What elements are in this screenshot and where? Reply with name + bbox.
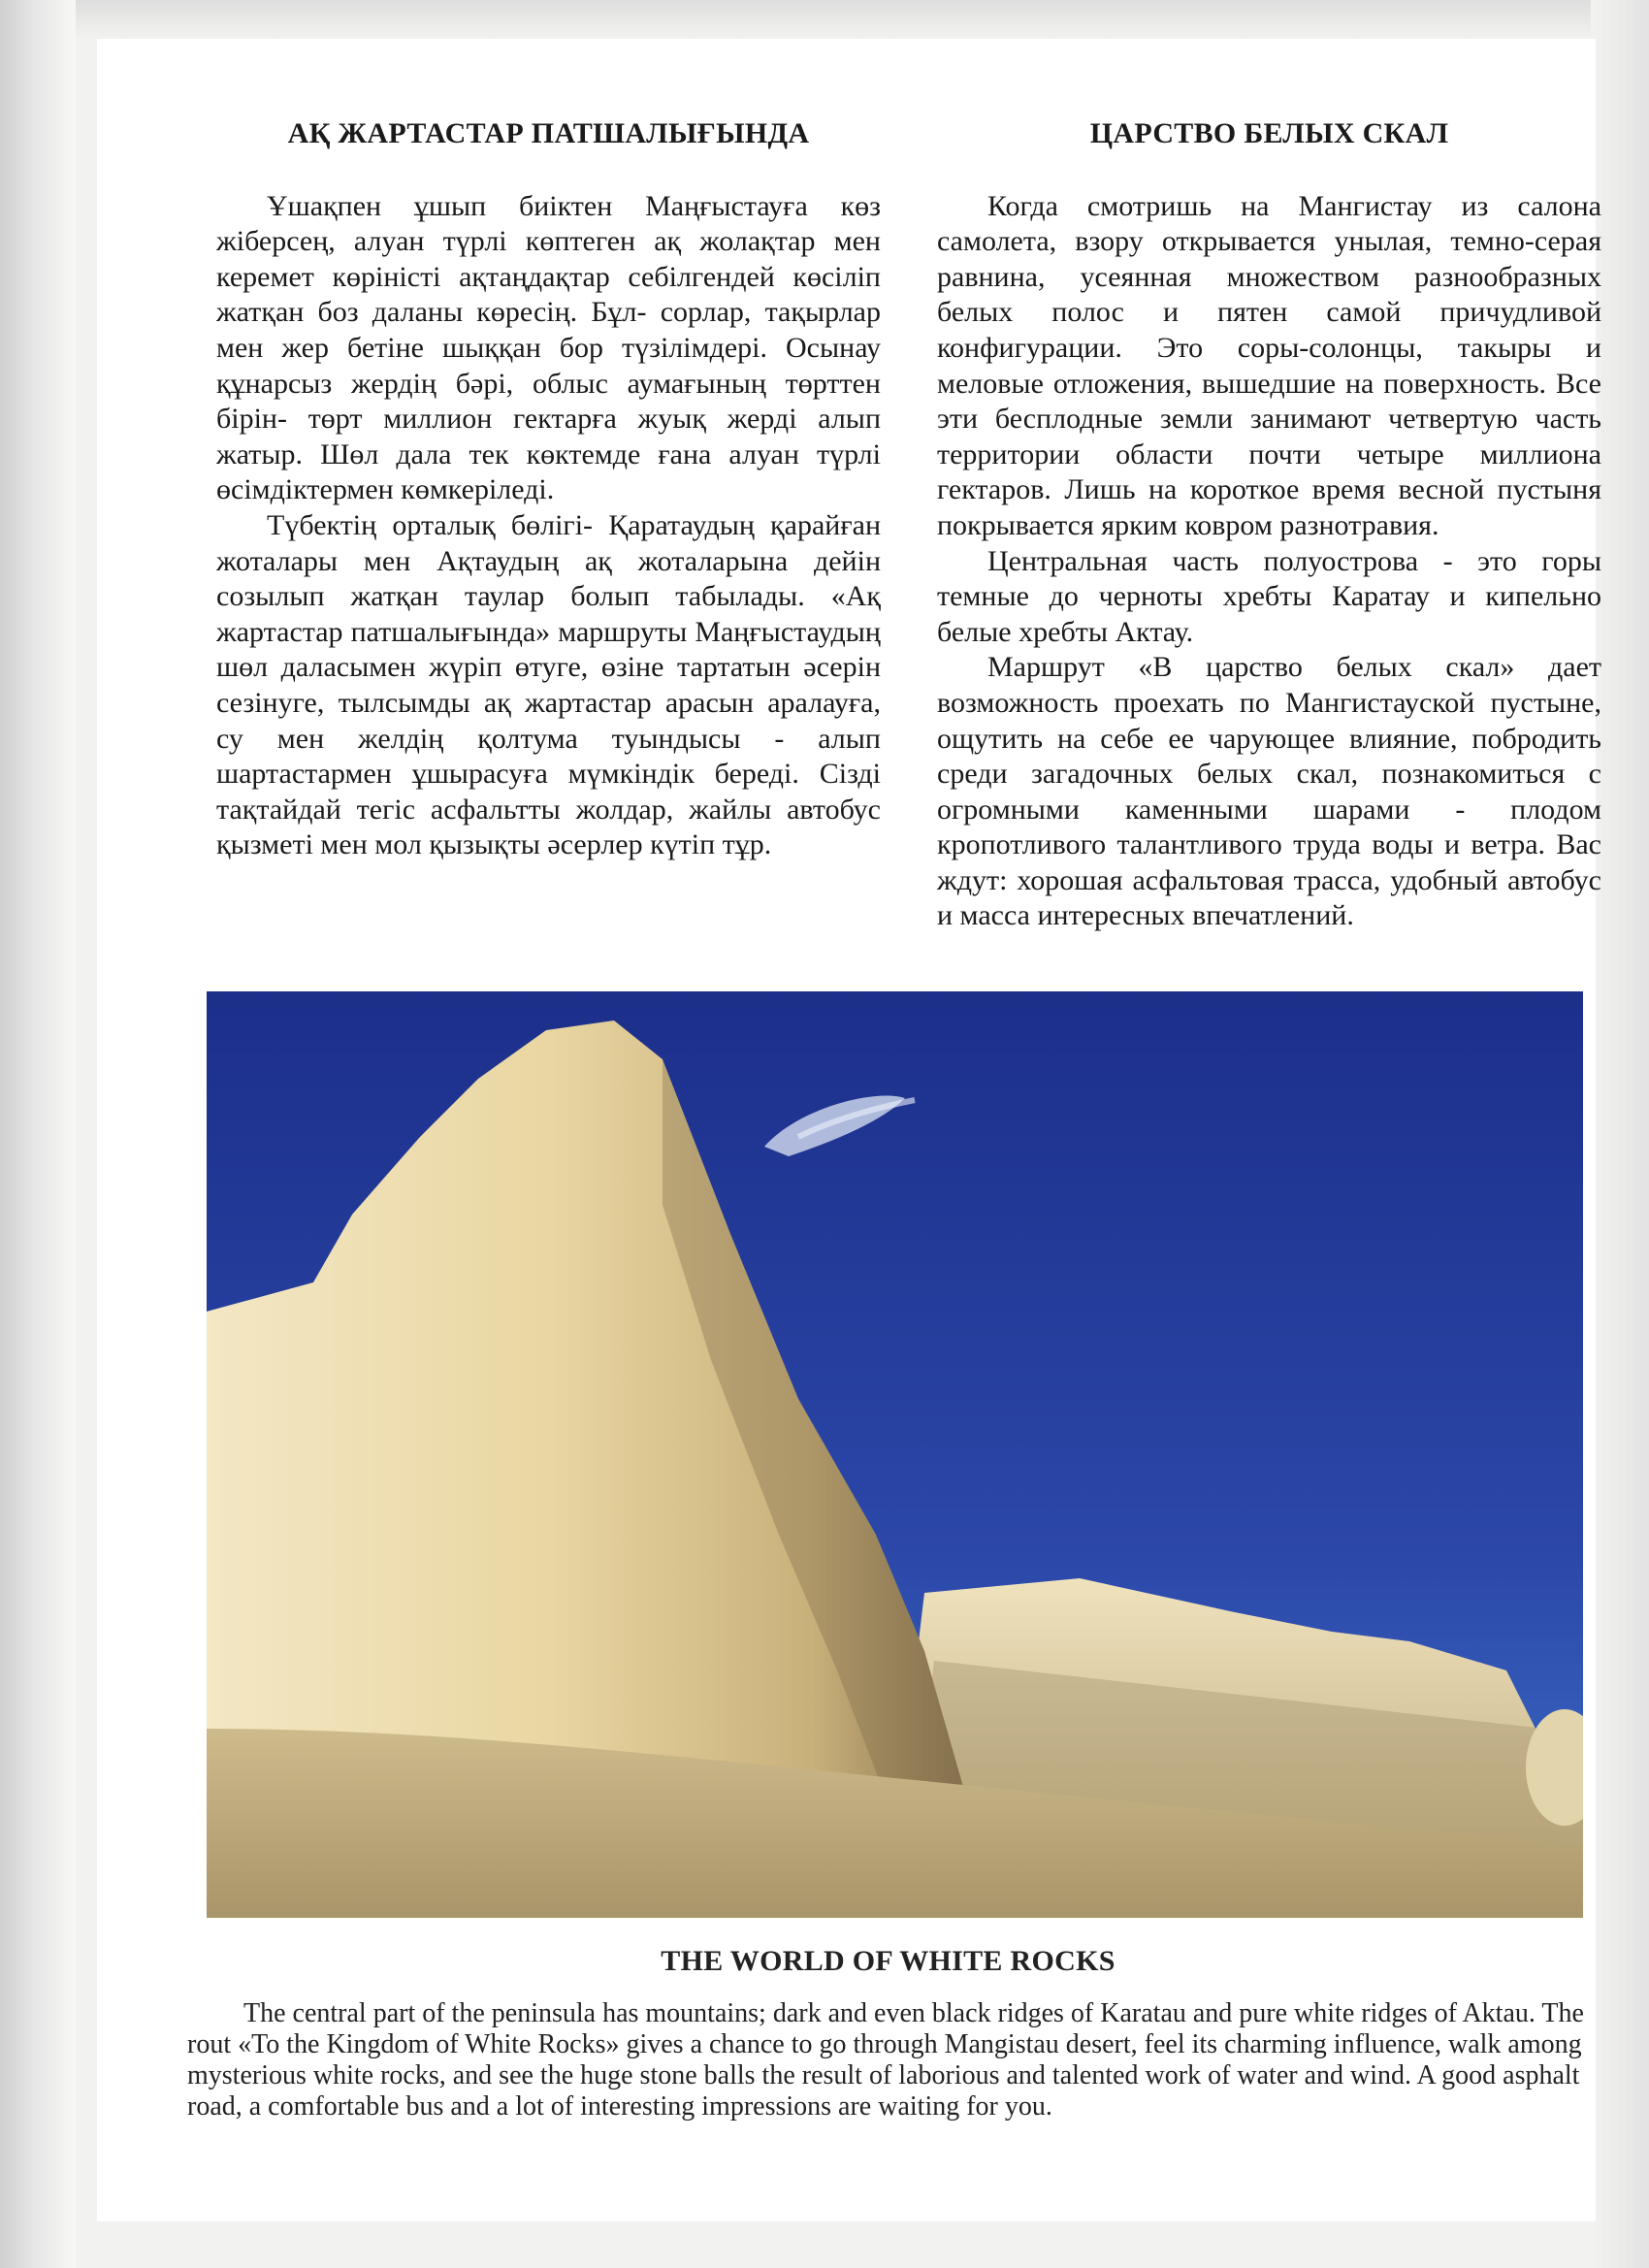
white-rocks-illustration — [207, 991, 1583, 1918]
english-section — [187, 1946, 1589, 2122]
russian-paragraph: Когда смотришь на Мангистау из салона самолета, взору открывается унылая, темно-серая равнина, усеянная множеством разнообразных белых полос и пятен самой причудливой конфигурации. Это соры-солонцы, такыры и меловые отложения, вышедшие на поверхность. Все эти бесплодные земли занимают четвертую часть территории области почти четыре миллиона гектаров. Лишь на короткое время весной пустыня покрывается ярким ковром разнотравия. — [937, 189, 1601, 541]
russian-paragraph: Маршрут «В царство белых скал» дает возможность проехать по Мангистауской пустыне, ощутить на себе ее чарующее влияние, побродить среди загадочных белых скал, познакомиться с огромными каменными шарами - плодом кропотливого талантливого труда воды и ветра. Вас ждут: хорошая асфальтовая трасса, удобный автобус и масса интересных впечатлений. — [937, 651, 1601, 932]
scan-top-edge — [0, 0, 1649, 39]
kazakh-column — [216, 116, 881, 863]
english-paragraph: The central part of the peninsula has mountains; dark and even black ridges of Karatau and pure white ridges of Aktau. The rout «To the Kingdom of White Rocks» gives a chance to go through Mangistau desert, feel its charming influence, walk among mysterious white rocks, and see the huge stone balls the result of laborious and talented work of water and wind. A good asphalt road, a comfortable bus and a lot of interesting impressions are waiting for you. — [187, 1998, 1584, 2122]
white-rocks-photo — [207, 991, 1583, 1918]
english-heading: THE WORLD OF WHITE ROCKS — [661, 1945, 1116, 1977]
brochure-page — [97, 39, 1601, 2221]
russian-heading: ЦАРСТВО БЕЛЫХ СКАЛ — [1089, 117, 1449, 149]
kazakh-paragraph: Ұшақпен ұшып биіктен Маңғыстауға көз жіберсең, алуан түрлі көптеген ақ жолақтар мен керемет көріністі ақтаңдақтар себілгендей көсіліп жатқан боз даланы көресің. Бұл- сорлар, тақырлар мен жер бетіне шыққан бор түзілімдері. Осынау құнарсыз жердің бәрі, облыс аумағының төрттен бірін- төрт миллион гектарға жуық жерді алып жатыр. Шөл дала тек көктемде ғана алуан түрлі өсімдіктермен көмкеріледі. — [216, 189, 881, 506]
book-binding-edge — [0, 0, 76, 2268]
russian-column — [937, 116, 1601, 934]
kazakh-heading: АҚ ЖАРТАСТАР ПАТШАЛЫҒЫНДА — [287, 117, 810, 149]
russian-paragraph: Центральная часть полуострова - это горы темные до черноты хребты Каратау и кипельно белые хребты Актау. — [937, 544, 1601, 648]
kazakh-paragraph: Түбектің орталық бөлігі- Қаратаудың қарайған жоталары мен Ақтаудың ақ жоталарына дейін созылып жатқан таулар болып табылады. «Ақ жартастар патшалығында» маршруты Маңғыстаудың шөл даласымен жүріп өтуге, өзіне тартатын әсерін сезінуге, тылсымды ақ жартастар арасын аралауға, су мен желдің қолтума туындысы - алып шартастармен ұшырасуға мүмкіндік береді. Сізді тақтайдай тегіс асфальтты жолдар, жайлы автобус қызметі мен мол қызықты әсерлер күтіп тұр. — [216, 508, 881, 861]
